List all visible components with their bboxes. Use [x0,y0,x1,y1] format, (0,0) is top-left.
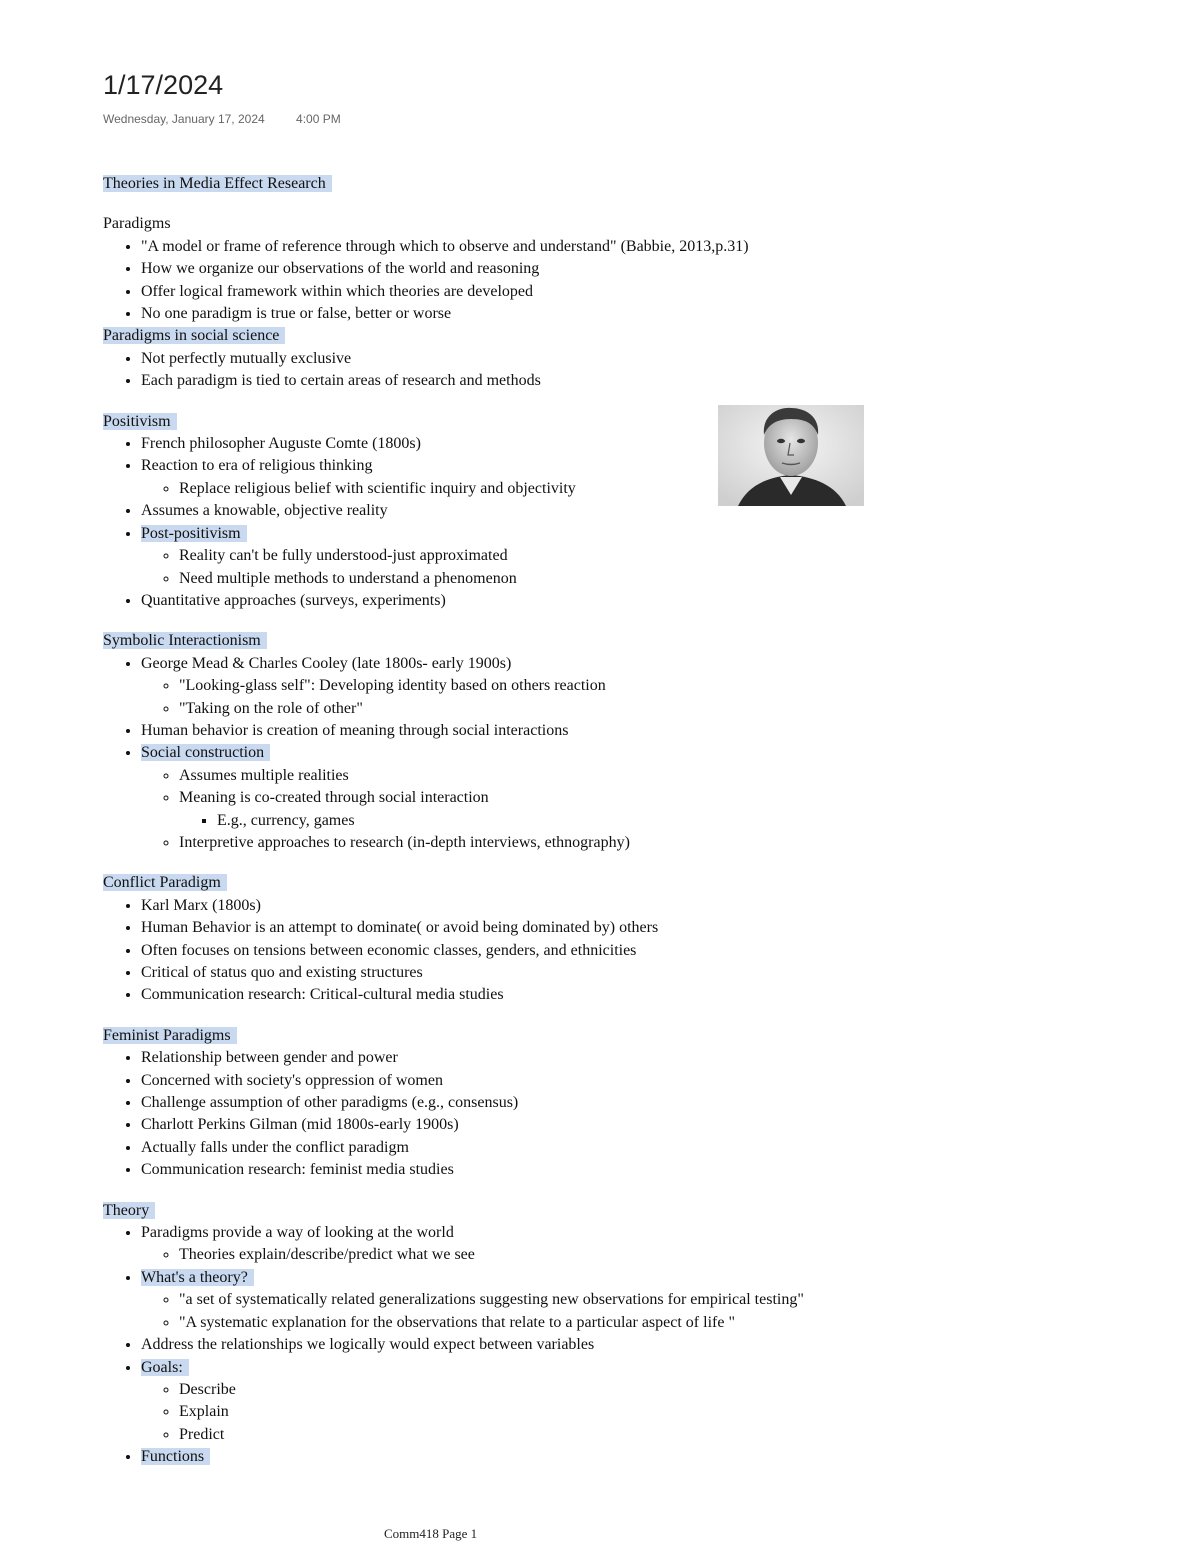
list-item: • Human Behavior is an attempt to dominate( or avoid being dominated by) others [141,917,903,939]
page-title: 1/17/2024 [103,70,224,100]
list-item: ◦ "Taking on the role of other" [179,698,903,720]
list-item: • Critical of status quo and existing structures [141,962,903,984]
list-item: • Assumes a knowable, objective reality [141,500,903,522]
list-item: ◦ Explain [179,1401,903,1423]
list-item: • How we organize our observations of the world and reasoning [141,258,903,280]
list-item: • Challenge assumption of other paradigms (e.g., consensus) [141,1092,903,1114]
list-item: • Quantitative approaches (surveys, experiments) [141,590,903,612]
list-item: • "A model or frame of reference through which to observe and understand" (Babbie, 2013,p.31) [141,236,903,258]
list-item: • Paradigms provide a way of looking at the world ◦ Theories explain/describe/predict what we see [141,1222,903,1267]
list-item: • Each paradigm is tied to certain areas of research and methods [141,370,903,392]
list-item: • What's a theory? ◦ "a set of systematically related generalizations suggesting new observations for empirical testing" ◦ "A systematic explanation for the observations that relate to a particular aspect of life " [141,1267,903,1334]
heading-feminist-paradigms: Feminist Paradigms [103,1025,903,1047]
list-item: • Not perfectly mutually exclusive [141,348,903,370]
list-item: ◦ Interpretive approaches to research (in-depth interviews, ethnography) [179,832,903,854]
list-item: • Post-positivism ◦ Reality can't be fully understood-just approximated ◦ Need multiple methods to understand a phenomenon [141,523,903,590]
theory-list [103,1222,903,1468]
list-item: ◦ "Looking-glass self": Developing identity based on others reaction [179,675,903,697]
list-item: • Actually falls under the conflict paradigm [141,1137,903,1159]
list-item: ◦ "A systematic explanation for the observations that relate to a particular aspect of life " [179,1312,903,1334]
list-item: ◦ Assumes multiple realities [179,765,903,787]
paradigms-list [103,236,903,326]
list-item: ◦ Meaning is co-created through social interaction ▪ E.g., currency, games [179,787,903,832]
list-item: • Relationship between gender and power [141,1047,903,1069]
list-item: • George Mead & Charles Cooley (late 1800s- early 1900s) ◦ "Looking-glass self": Developing identity based on others reaction ◦ "Taking on the role of other" [141,653,903,720]
heading-conflict-paradigm: Conflict Paradigm [103,872,903,894]
conflict-list [103,895,903,1007]
page-date: Wednesday, January 17, 2024 [103,112,265,126]
list-item: • Address the relationships we logically would expect between variables [141,1334,903,1356]
list-item: ◦ Reality can't be fully understood-just approximated [179,545,903,567]
main-title: Theories in Media Effect Research [103,173,903,195]
list-item: ◦ Predict [179,1424,903,1446]
heading-symbolic-interactionism: Symbolic Interactionism [103,630,903,652]
list-item: • French philosopher Auguste Comte (1800s) [141,433,903,455]
heading-positivism: Positivism [103,411,903,433]
list-item: ◦ Describe [179,1379,903,1401]
list-item: ◦ "a set of systematically related generalizations suggesting new observations for empirical testing" [179,1289,903,1311]
page-time: 4:00 PM [296,112,341,126]
list-item: • Social construction ◦ Assumes multiple realities ◦ Meaning is co-created through social interaction ▪ E.g., currency, games ◦ Interpretive approaches to research (in-depth interviews, ethnography) [141,742,903,854]
list-item: • Karl Marx (1800s) [141,895,903,917]
list-item: • Communication research: feminist media studies [141,1159,903,1181]
list-item: • Often focuses on tensions between economic classes, genders, and ethnicities [141,940,903,962]
heading-theory: Theory [103,1200,903,1222]
social-science-list [103,348,903,393]
page-meta [103,112,341,126]
list-item: • Charlott Perkins Gilman (mid 1800s-early 1900s) [141,1114,903,1136]
symbolic-list [103,653,903,855]
heading-social-science: Paradigms in social science [103,325,903,347]
note-content [103,173,903,1469]
list-item: • No one paradigm is true or false, better or worse [141,303,903,325]
list-item: ◦ Replace religious belief with scientific inquiry and objectivity [179,478,903,500]
list-item: • Reaction to era of religious thinking ◦ Replace religious belief with scientific inquiry and objectivity [141,455,903,500]
heading-paradigms: Paradigms [103,215,171,233]
feminist-list [103,1047,903,1181]
list-item: • Offer logical framework within which theories are developed [141,281,903,303]
list-item: ◦ Need multiple methods to understand a phenomenon [179,568,903,590]
list-item: ◦ Theories explain/describe/predict what we see [179,1244,903,1266]
list-item: • Goals: ◦ Describe ◦ Explain ◦ Predict [141,1357,903,1447]
list-item: • Concerned with society's oppression of women [141,1070,903,1092]
list-item: ▪ E.g., currency, games [217,810,903,832]
page-footer: Comm418 Page 1 [384,1526,478,1541]
positivism-list [103,433,903,612]
list-item: • Communication research: Critical-cultural media studies [141,984,903,1006]
list-item: • Human behavior is creation of meaning through social interactions [141,720,903,742]
list-item: • Functions [141,1446,903,1468]
